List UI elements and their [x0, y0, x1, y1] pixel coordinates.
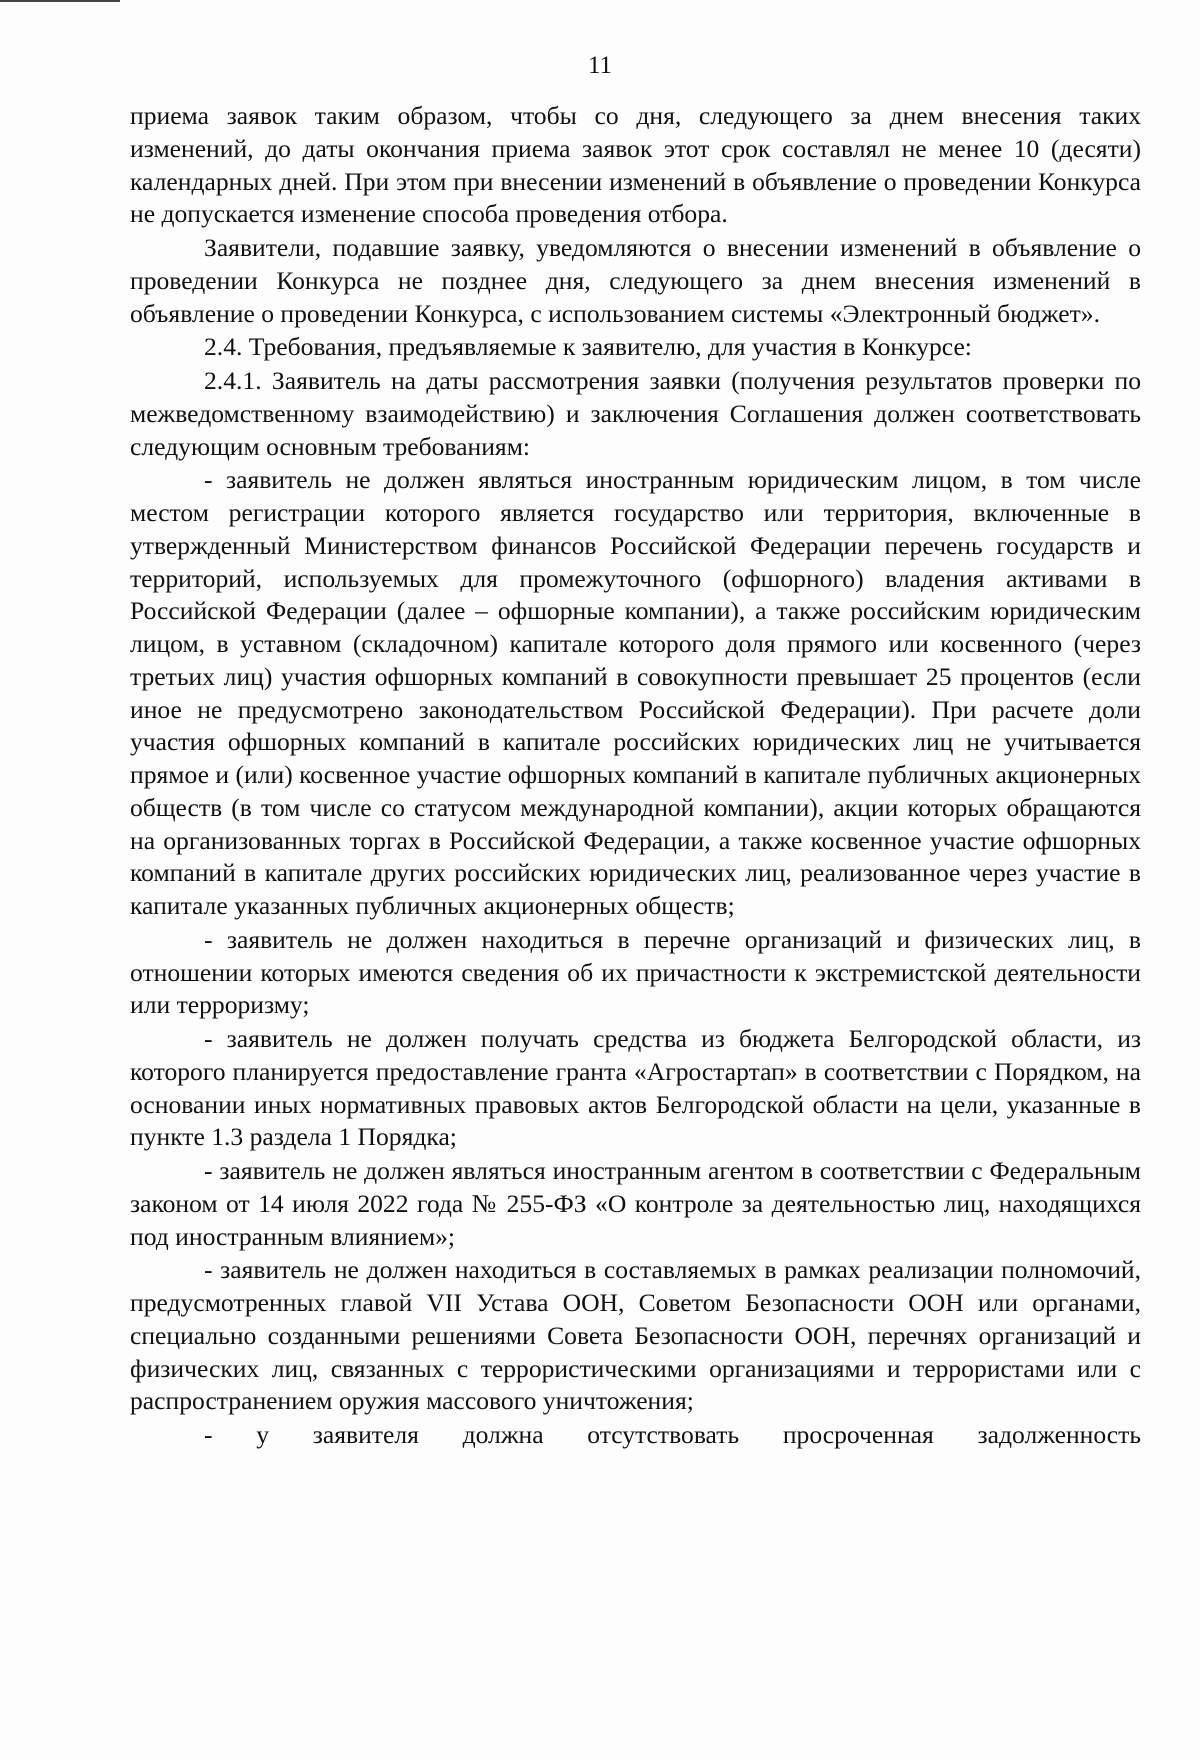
page-number: 11: [587, 52, 613, 79]
document-body: [130, 100, 1141, 1453]
requirement-extremism: - заявитель не должен находиться в перечне организаций и физических лиц, в отношении которых имеются сведения об их причастности к экстремистской деятельности или терроризму;: [130, 924, 1141, 1020]
requirement-foreign-agent: - заявитель не должен являться иностранным агентом в соответствии с Федеральным законом от 14 июля 2022 года № 255-ФЗ «О контроле за деятельностью лиц, находящихся под иностранным влиянием»;: [130, 1156, 1141, 1251]
section-2-4-heading: 2.4. Требования, предъявляемые к заявителю, для участия в Конкурсе:: [204, 332, 972, 362]
requirement-offshore: - заявитель не должен являться иностранным юридическим лицом, в том числе местом регистрации которого является государство или территория, включенные в утвержденный Министерством финансов Российской Федерации перечень государств и территорий, используемых для промежуточного (офшорного) владения активами в Российской Федерации (далее – офшорные компании), а также российским юридическим лицом, в уставном (складочном) капитале которого доля прямого или косвенного (через третьих лиц) участия офшорных компаний в совокупности превышает 25 процентов (если иное не предусмотрено законодательством Российской Федерации). При расчете доли участия офшорных компаний в капитале российских юридических лиц не учитывается прямое и (или) косвенное участие офшорных компаний в капитале публичных акционерных обществ (в том числе со статусом международной компании), акции которых обращаются на организованных торгах в Российской Федерации, а также косвенное участие офшорных компаний в капитале других российских юридических лиц, реализованное через участие в капитале указанных публичных акционерных обществ;: [130, 465, 1141, 920]
paragraph-notification: Заявители, подавшие заявку, уведомляются о внесении изменений в объявление о проведении Конкурса не позднее дня, следующего за днем внесения изменений в объявление о проведении Конкурса, с использованием системы «Электронный бюджет».: [130, 233, 1141, 328]
requirement-budget: - заявитель не должен получать средства из бюджета Белгородской области, из которого планируется предоставление гранта «Агростартап» в соответствии с Порядком, на основании иных нормативных правовых актов Белгородской области на цели, указанные в пункте 1.3 раздела 1 Порядка;: [130, 1024, 1141, 1152]
requirement-debt: - у заявителя должна отсутствовать просроченная задолженность: [204, 1420, 1141, 1449]
scan-edge-mark: [0, 0, 120, 2]
paragraph-continuation: приема заявок таким образом, чтобы со дня, следующего за днем внесения таких изменений, до даты окончания приема заявок этот срок составлял не менее 10 (десяти) календарных дней. При этом при внесении изменений в объявление о проведении Конкурса не допускается изменение способа проведения отбора.: [130, 101, 1141, 229]
section-2-4-1: 2.4.1. Заявитель на даты рассмотрения заявки (получения результатов проверки по межведомственному взаимодействию) и заключения Соглашения должен соответствовать следующим основным требованиям:: [130, 366, 1141, 461]
requirement-un-lists: - заявитель не должен находиться в составляемых в рамках реализации полномочий, предусмотренных главой VII Устава ООН, Советом Безопасности ООН или органами, специально созданными решениями Совета Безопасности ООН, перечнях организаций и физических лиц, связанных с террористическими организациями и террористами или с распространением оружия массового уничтожения;: [130, 1255, 1141, 1416]
